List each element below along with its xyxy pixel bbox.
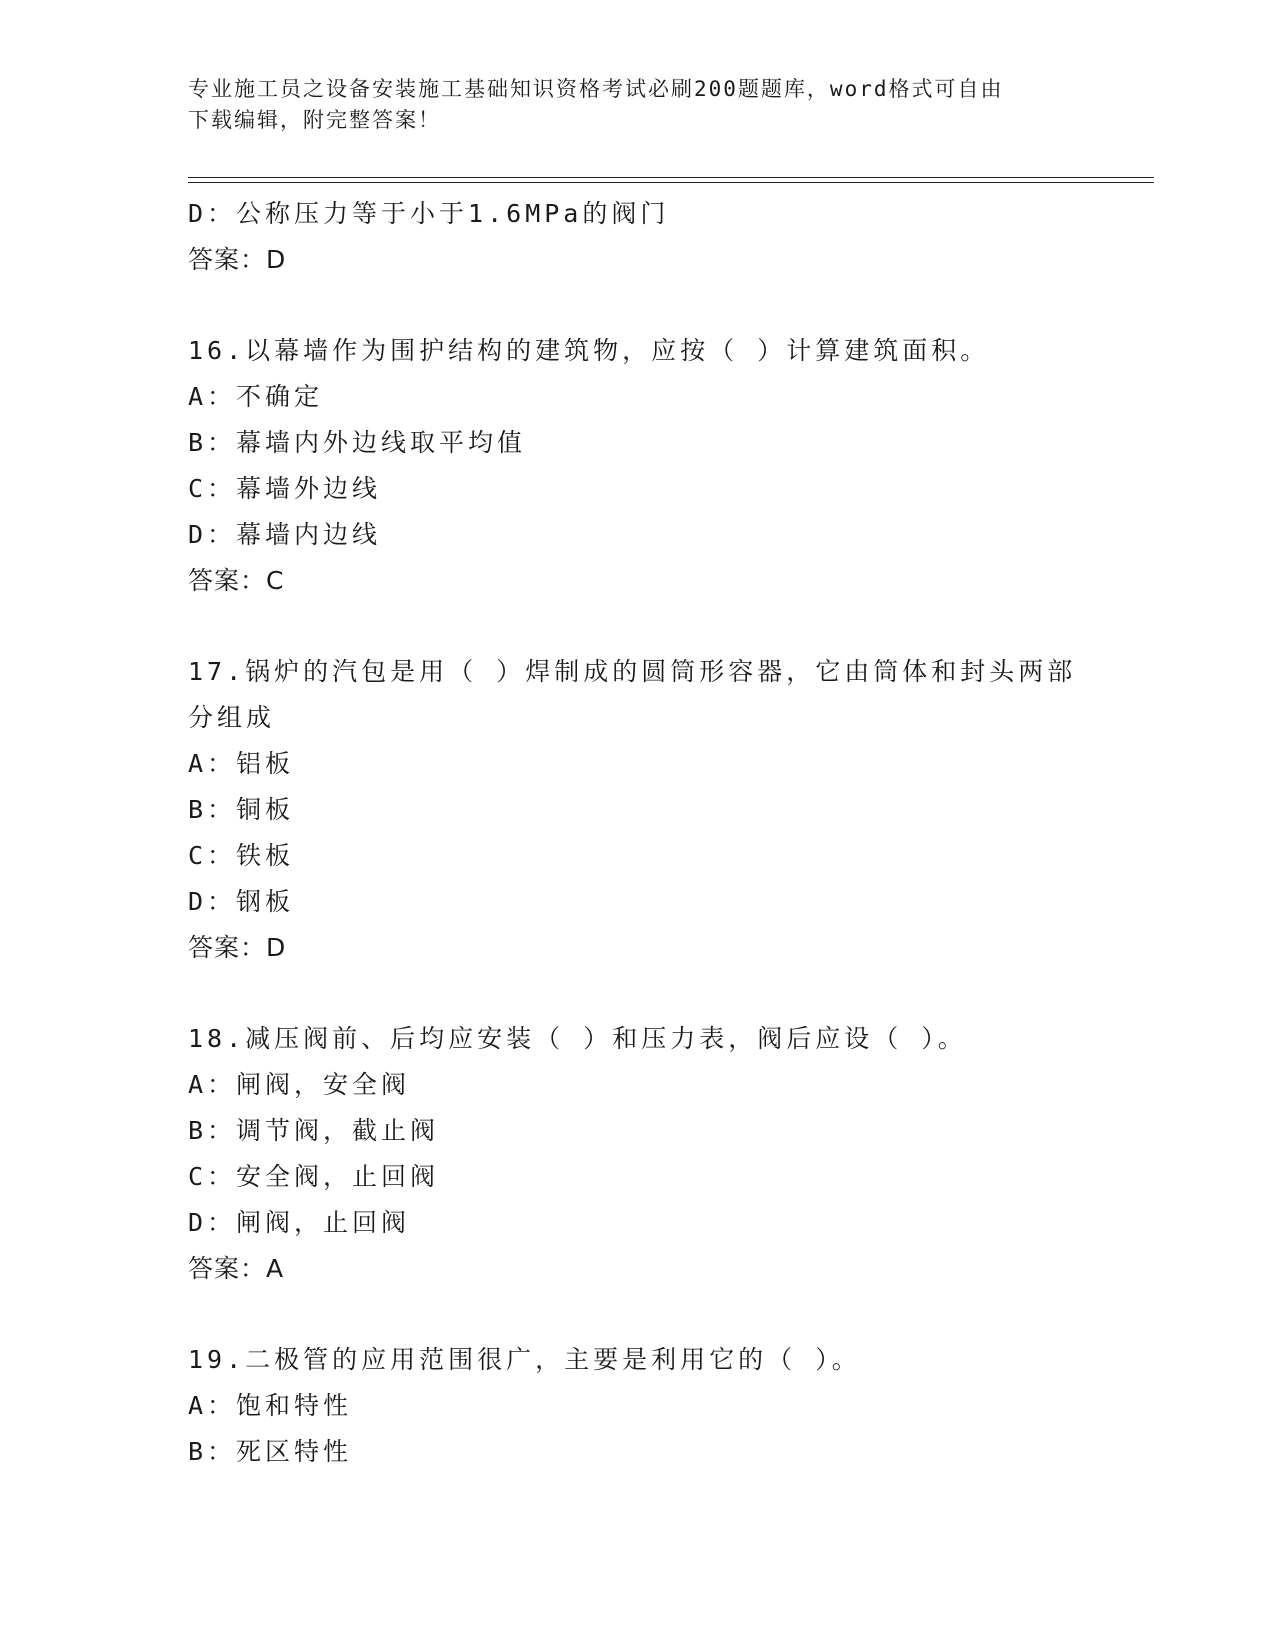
- answer-line: 答案：D: [188, 245, 287, 274]
- question-stem-line-2: 分组成: [188, 703, 276, 732]
- option-b: B：铜板: [188, 795, 295, 824]
- option-d: D：公称压力等于小于1.6MPa的阀门: [188, 199, 670, 228]
- answer-line: 答案：D: [188, 933, 287, 962]
- question-stem: 16.以幕墙作为围护结构的建筑物，应按（ ）计算建筑面积。: [188, 336, 990, 365]
- option-c: C：安全阀，止回阀: [188, 1162, 440, 1191]
- document-header: [188, 74, 1088, 136]
- option-d: D：钢板: [188, 887, 295, 916]
- question-stem: 18.减压阀前、后均应安装（ ）和压力表，阀后应设（ ）。: [188, 1024, 967, 1053]
- option-b: B：死区特性: [188, 1437, 353, 1466]
- question-16: [188, 328, 1088, 604]
- option-a: A：闸阀，安全阀: [188, 1070, 411, 1099]
- option-b: B：幕墙内外边线取平均值: [188, 428, 527, 457]
- header-divider-top: [188, 177, 1154, 178]
- header-line-2: 下载编辑，附完整答案！: [188, 108, 441, 132]
- spacer: [188, 971, 1088, 1016]
- answer-line: 答案：A: [188, 1254, 285, 1283]
- question-17: [188, 649, 1088, 971]
- spacer: [188, 1292, 1088, 1337]
- question-stem-line-1: 17.锅炉的汽包是用（ ）焊制成的圆筒形容器，它由筒体和封头两部: [188, 657, 1077, 686]
- answer-line: 答案：C: [188, 566, 285, 595]
- option-a: A：铝板: [188, 749, 295, 778]
- option-b: B：调节阀，截止阀: [188, 1116, 440, 1145]
- question-15-tail: [188, 191, 1088, 283]
- option-c: C：铁板: [188, 841, 295, 870]
- question-19: [188, 1337, 1088, 1475]
- question-stem: 19.二极管的应用范围很广，主要是利用它的（ ）。: [188, 1345, 861, 1374]
- option-d: D：闸阀，止回阀: [188, 1208, 411, 1237]
- option-a: A：不确定: [188, 382, 324, 411]
- question-list: [188, 191, 1088, 1475]
- header-divider-bottom: [188, 182, 1154, 183]
- option-a: A：饱和特性: [188, 1391, 353, 1420]
- header-line-1: 专业施工员之设备安装施工基础知识资格考试必刷200题题库，word格式可自由: [188, 77, 1004, 101]
- question-18: [188, 1016, 1088, 1292]
- option-c: C：幕墙外边线: [188, 474, 382, 503]
- spacer: [188, 604, 1088, 649]
- option-d: D：幕墙内边线: [188, 520, 382, 549]
- spacer: [188, 283, 1088, 328]
